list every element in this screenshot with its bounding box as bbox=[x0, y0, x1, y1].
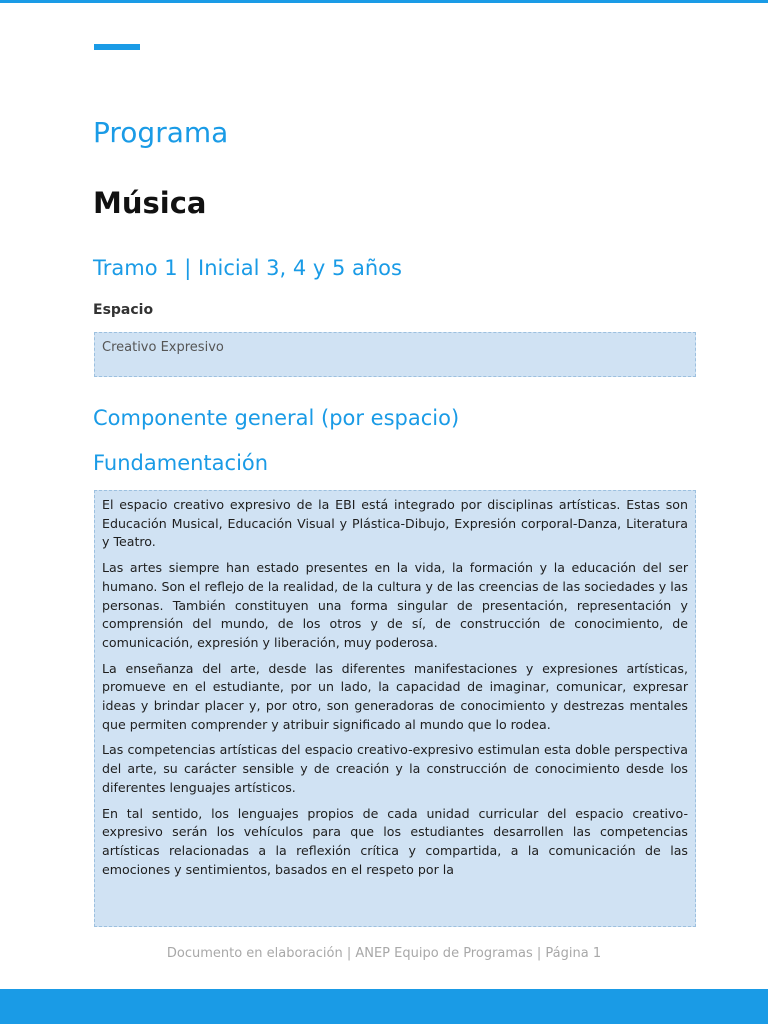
fundamentacion-paragraph: Las competencias artísticas del espacio creativo-expresivo estimulan esta doble perspectiva del arte, su carácter sensible y de creación y la construcción de conocimiento desde los diferentes lenguajes artísticos. bbox=[102, 742, 688, 795]
espacio-value-box bbox=[94, 332, 696, 377]
espacio-value: Creativo Expresivo bbox=[102, 340, 224, 355]
componente-heading: Componente general (por espacio) bbox=[93, 406, 460, 430]
document-title: Programa bbox=[93, 116, 229, 149]
fundamentacion-paragraph: En tal sentido, los lenguajes propios de cada unidad curricular del espacio creativo-expresivo serán los vehículos para que los estudiantes desarrollen las competencias artísticas relacionadas a la reflexión crítica y compartida, a la comunicación de las emociones y sentimientos, basados en el respeto por la bbox=[102, 805, 688, 877]
page-footer: Documento en elaboración | ANEP Equipo de Programas | Página 1 bbox=[166, 946, 602, 961]
fundamentacion-box bbox=[94, 490, 696, 927]
accent-dash bbox=[94, 44, 140, 50]
espacio-label: Espacio bbox=[93, 302, 154, 318]
tramo-heading: Tramo 1 | Inicial 3, 4 y 5 años bbox=[93, 256, 402, 280]
bottom-bar bbox=[0, 989, 768, 1024]
subject-title: Música bbox=[93, 186, 207, 220]
fundamentacion-paragraph: Las artes siempre han estado presentes en la vida, la formación y la educación del ser humano. Son el reflejo de la realidad, de la cultura y de las creencias de las sociedades y las personas. También constituyen una forma singular de presentación, representación y comprensión del mundo, de los otros y de sí, de construcción de conocimiento, de comunicación, expresión y liberación, muy poderosa. bbox=[102, 560, 688, 650]
fundamentacion-paragraph: El espacio creativo expresivo de la EBI está integrado por disciplinas artísticas. Estas son Educación Musical, Educación Visual y Plástica-Dibujo, Expresión corporal-Danza, Literatura y Teatro. bbox=[102, 497, 688, 550]
fundamentacion-heading: Fundamentación bbox=[93, 451, 269, 475]
fundamentacion-paragraph: La enseñanza del arte, desde las diferentes manifestaciones y expresiones artísticas, promueve en el estudiante, por un lado, la capacidad de imaginar, comunicar, expresar ideas y brindar placer y, por otro, son generadoras de conocimiento y destrezas mentales que permiten comprender y atribuir significado al mundo que lo rodea. bbox=[102, 660, 688, 732]
top-rule bbox=[0, 0, 768, 3]
